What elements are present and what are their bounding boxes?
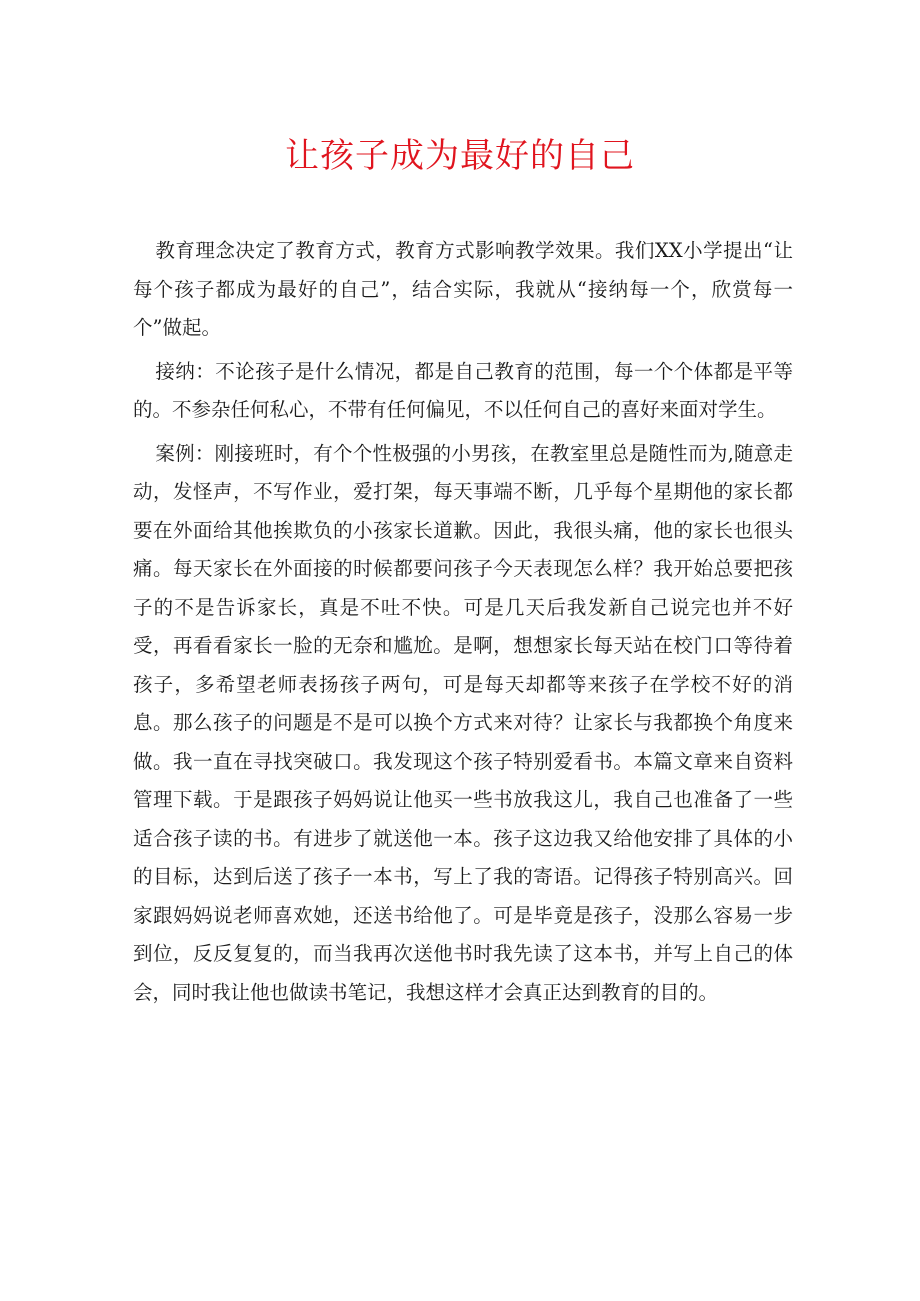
document-body	[133, 232, 793, 1017]
paragraph-case: 案例：刚接班时，有个个性极强的小男孩，在教室里总是随性而为,随意走动，发怪声，不写作业，爱打架，每天事端不断，几乎每个星期他的家长都要在外面给其他挨欺负的小孩家长道歉。因此，我很头痛，他的家长也很头痛。每天家长在外面接的时候都要问孩子今天表现怎么样？我开始总要把孩子的不是告诉家长，真是不吐不快。可是几天后我发新自己说完也并不好受，再看看家长一脸的无奈和尴尬。是啊，想想家长每天站在校门口等待着孩子，多希望老师表扬孩子两句，可是每天却都等来孩子在学校不好的消息。那么孩子的问题是不是可以换个方式来对待？让家长与我都换个角度来做。我一直在寻找突破口。我发现这个孩子特别爱看书。本篇文章来自资料管理下载。于是跟孩子妈妈说让他买一些书放我这儿，我自己也准备了一些适合孩子读的书。有进步了就送他一本。孩子这边我又给他安排了具体的小的目标，达到后送了孩子一本书，写上了我的寄语。记得孩子特别高兴。回家跟妈妈说老师喜欢她，还送书给他了。可是毕竟是孩子，没那么容易一步到位，反反复复的，而当我再次送他书时我先读了这本书，并写上自己的体会，同时我让他也做读书笔记，我想这样才会真正达到教育的目的。	[133, 441, 793, 1004]
document-title: 让孩子成为最好的自己	[285, 136, 635, 176]
paragraph-acceptance: 接纳：不论孩子是什么情况，都是自己教育的范围，每一个个体都是平等的。不参杂任何私心，不带有任何偏见，不以任何自己的喜好来面对学生。	[133, 359, 793, 421]
paragraph-intro: 教育理念决定了教育方式，教育方式影响教学效果。我们XX小学提出“让每个孩子都成为最好的自己”，结合实际，我就从“接纳每一个，欣赏每一个”做起。	[133, 239, 793, 339]
